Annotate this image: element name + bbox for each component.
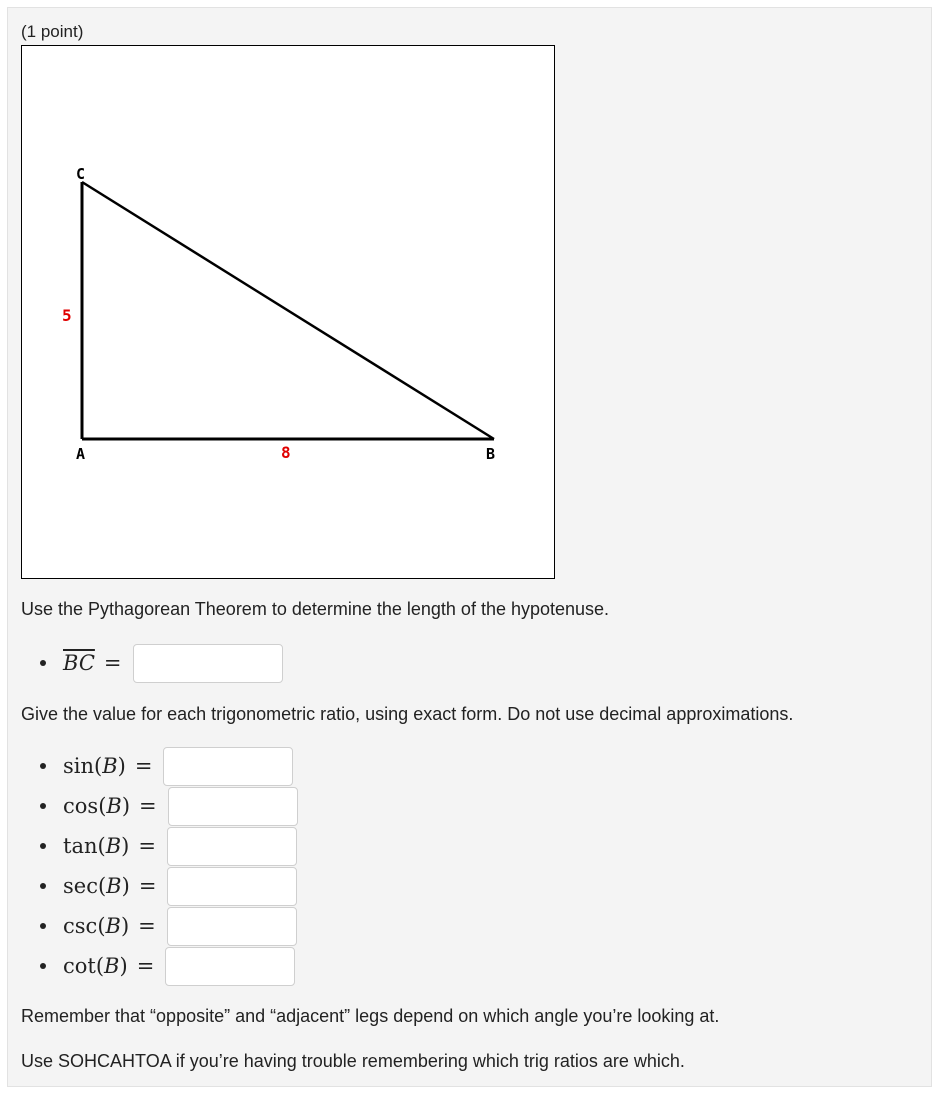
vertex-c-label: C [76,165,86,183]
bullet [40,843,46,849]
bullet [40,763,46,769]
problem-panel [7,7,932,1087]
trig-row-sec [40,866,297,906]
trig-label-sec: sec(B) = [63,874,157,898]
trig-answer-input-csc[interactable] [167,907,297,946]
trig-label-sin: sin(B) = [63,754,153,778]
triangle-figure [21,45,555,579]
bullet [40,963,46,969]
side-bc [82,182,494,439]
trig-answer-input-sec[interactable] [167,867,297,906]
trig-answer-input-cot[interactable] [165,947,295,986]
trig-row-csc [40,906,297,946]
trig-answer-input-sin[interactable] [163,747,293,786]
vertex-a-label: A [76,445,86,463]
bullet [40,923,46,929]
trig-label-cos: cos(B) = [63,794,157,818]
trig-label-cot: cot(B) = [63,954,155,978]
side-ab-length: 8 [281,443,291,462]
hypotenuse-label: $\overline{BC}$ = [63,651,122,675]
hint-opposite-adjacent: Remember that “opposite” and “adjacent” legs depend on which angle you’re looking at. [21,1006,720,1026]
trig-row-sin [40,746,293,786]
vertex-b-label: B [486,445,496,463]
side-ac-length: 5 [62,306,72,325]
hint-sohcahtoa: Use SOHCAHTOA if you’re having trouble remembering which trig ratios are which. [21,1051,685,1071]
trig-row-cos [40,786,298,826]
trig-answer-input-cos[interactable] [168,787,298,826]
trig-label-csc: csc(B) = [63,914,156,938]
trig-answer-input-tan[interactable] [167,827,297,866]
bullet [40,883,46,889]
instruction-trig: Give the value for each trigonometric ratio, using exact form. Do not use decimal approximations. [21,704,794,724]
trig-row-tan [40,826,297,866]
points-label: (1 point) [21,22,84,41]
trig-row-cot [40,946,295,986]
trig-label-tan: tan(B) = [63,834,156,858]
bullet [40,803,46,809]
instruction-hypotenuse: Use the Pythagorean Theorem to determine the length of the hypotenuse. [21,599,610,619]
hypotenuse-row [40,643,283,683]
bullet [40,660,46,666]
hypotenuse-answer-input[interactable] [133,644,283,683]
